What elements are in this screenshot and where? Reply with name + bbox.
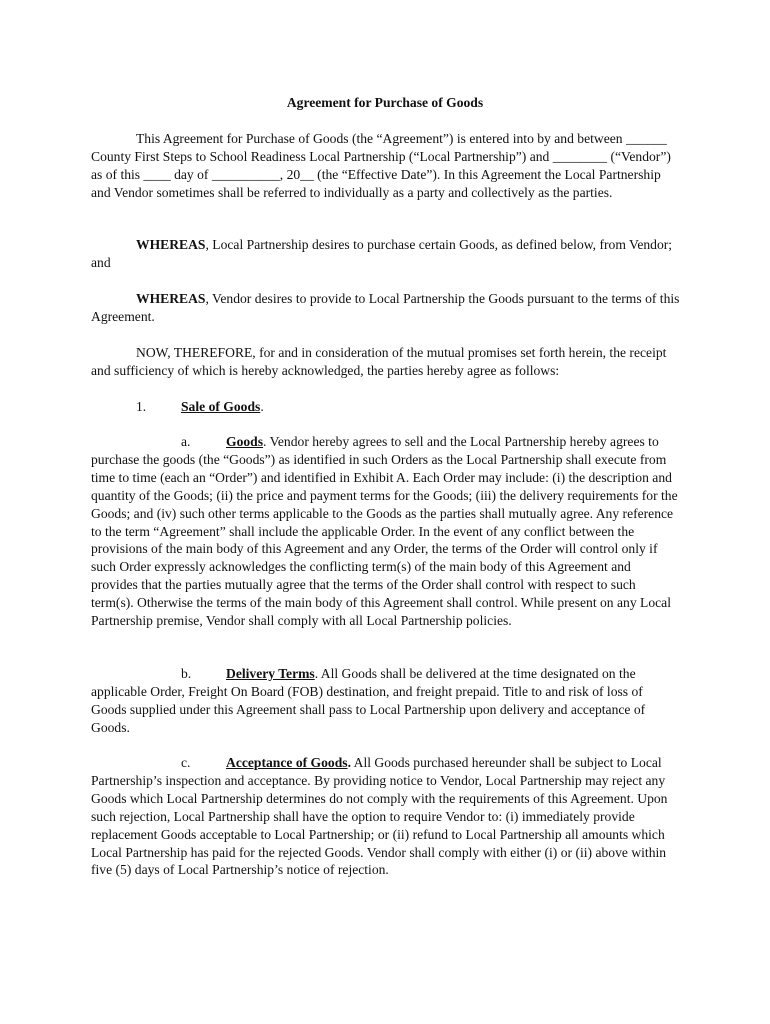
whereas-2-lead: WHEREAS: [136, 291, 206, 306]
clause-b-paragraph: [91, 665, 681, 737]
clause-b-letter: b.: [181, 666, 192, 681]
whereas-1-lead: WHEREAS: [136, 237, 206, 252]
whereas-2-text: , Vendor desires to provide to Local Partnership the Goods pursuant to the terms of this Agreement.: [91, 291, 680, 324]
clause-a-letter: a.: [181, 434, 191, 449]
section-1-title-suffix: .: [260, 399, 264, 414]
intro-text: This Agreement for Purchase of Goods (the “Agreement”) is entered into by and between ______ County First Steps to School Readiness Local Partnership (“Local Partnership”) and ________ (“Vendor”) as of this ____ day of __________, 20__ (the “Effective Date”). In this Agreement the Local Partnership and Vendor sometimes shall be referred to individually as a party and collectively as the parties.: [91, 131, 671, 200]
section-1-heading: [91, 398, 681, 416]
clause-c-heading-suffix: .: [347, 755, 351, 770]
whereas-1-text: , Local Partnership desires to purchase certain Goods, as defined below, from Vendor; and: [91, 237, 673, 270]
clause-c-text: All Goods purchased hereunder shall be subject to Local Partnership’s inspection and acceptance. By providing notice to Vendor, Local Partnership may reject any Goods which Local Partnership determines do not comply with the requirements of this Agreement. Upon such rejection, Local Partnership shall have the option to require Vendor to: (i) immediately provide replacement Goods acceptable to Local Partnership; or (ii) refund to Local Partnership all amounts which Local Partnership has paid for the rejected Goods. Vendor shall comply with either (i) or (ii) above within five (5) days of Local Partnership’s notice of rejection.: [91, 755, 668, 878]
whereas-paragraph-1: [91, 236, 681, 272]
now-therefore-paragraph: [91, 344, 681, 380]
clause-a-heading: Goods: [226, 434, 264, 449]
clause-b-text: . All Goods shall be delivered at the time designated on the applicable Order, Freight On Board (FOB) destination, and freight prepaid. Title to and risk of loss of Goods supplied under this Agreement shall pass to Local Partnership upon delivery and acceptance of Goods.: [91, 666, 646, 735]
clause-b-heading: Delivery Terms: [226, 666, 315, 681]
clause-a-paragraph: [91, 433, 681, 630]
clause-c-heading: Acceptance of Goods: [226, 755, 348, 770]
clause-c-letter: c.: [181, 755, 191, 770]
page-title: Agreement for Purchase of Goods: [286, 95, 484, 110]
now-therefore-text: NOW, THEREFORE, for and in consideration of the mutual promises set forth herein, the receipt and sufficiency of which is hereby acknowledged, the parties hereby agree as follows:: [91, 345, 667, 378]
whereas-paragraph-2: [91, 290, 681, 326]
intro-paragraph: [91, 130, 681, 202]
clause-c-paragraph: [91, 754, 681, 879]
section-1-number: 1.: [136, 399, 147, 414]
section-1-title: Sale of Goods: [181, 399, 261, 414]
clause-a-text: . Vendor hereby agrees to sell and the Local Partnership hereby agrees to purchase the goods (the “Goods”) as identified in such Orders as the Local Partnership shall execute from time to time (each an “Order”) and identified in Exhibit A. Each Order may include: (i) the description and quantity of the Goods; (ii) the price and payment terms for the Goods; (iii) the delivery requirements for the Goods; and (iv) such other terms applicable to the Goods as the parties shall mutually agree. Any reference to the term “Agreement” shall include the applicable Order. In the event of any conflict between the provisions of the main body of this Agreement and any Order, the terms of the Order will control only if such Order expressly acknowledges the conflicting term(s) of the main body of this Agreement and provides that the parties mutually agree that the terms of the Order shall control with respect to such term(s). Otherwise the terms of the main body of this Agreement shall control. While present on any Local Partnership premise, Vendor shall comply with all Local Partnership policies.: [91, 434, 678, 629]
